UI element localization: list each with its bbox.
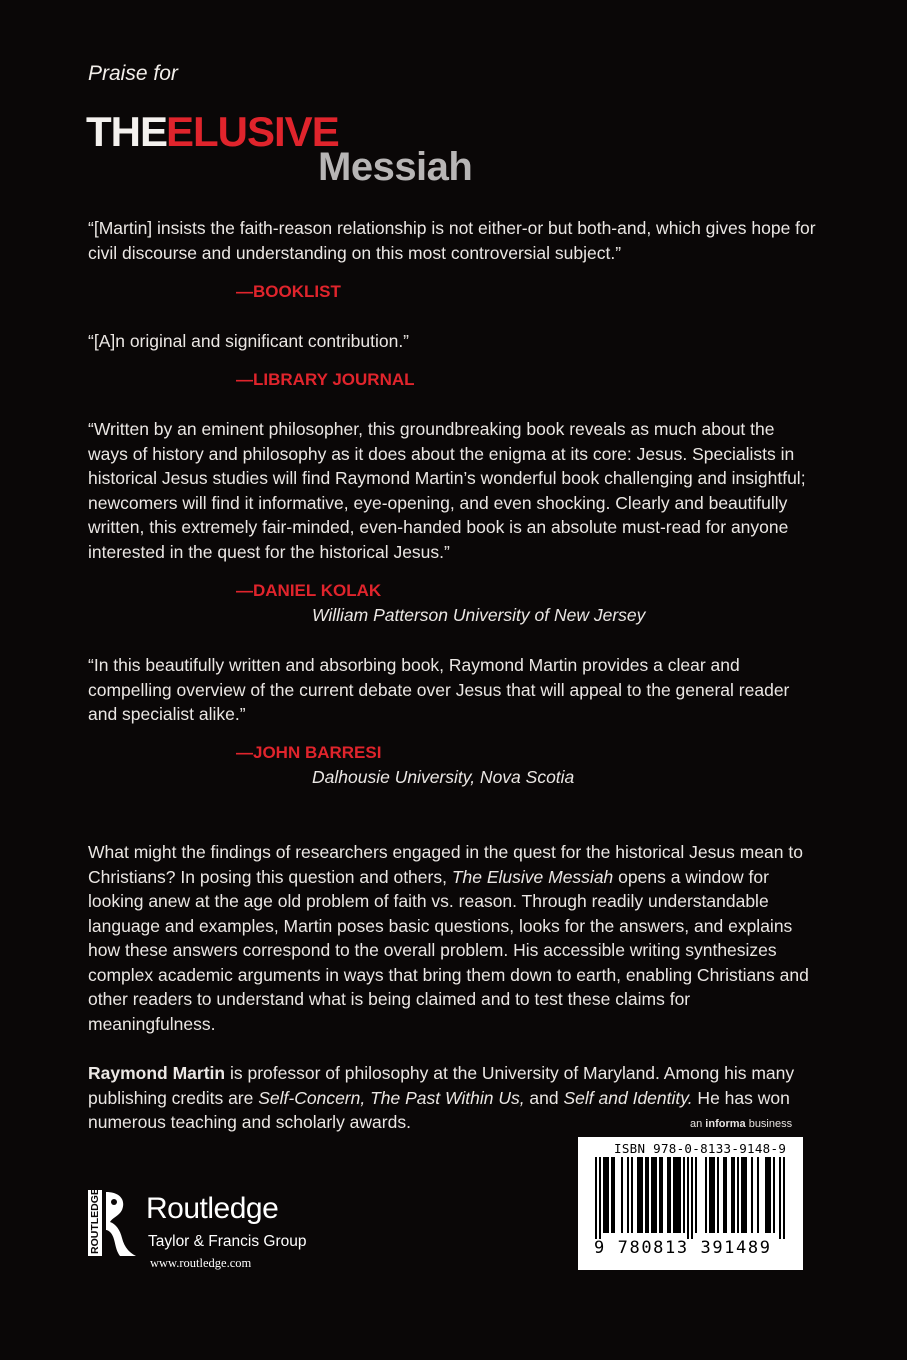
barcode-bar (711, 1157, 713, 1233)
barcode-bar (637, 1157, 639, 1233)
barcode-bar (779, 1157, 781, 1239)
author-name: Raymond Martin (88, 1063, 226, 1083)
barcode-bar (683, 1157, 685, 1233)
barcode-bar (691, 1157, 693, 1239)
publisher-group: Taylor & Francis Group (148, 1233, 307, 1250)
barcode-bar (639, 1157, 641, 1233)
ean-digits: 9 780813 391489 (594, 1238, 772, 1258)
barcode-bar (613, 1157, 615, 1233)
praise-label: Praise for (88, 62, 178, 85)
barcode-bar (669, 1157, 671, 1233)
logo-vertical-text: ROUTLEDGE (89, 1188, 101, 1254)
barcode-bar (677, 1157, 679, 1233)
barcode-bar (751, 1157, 753, 1233)
barcode-bar (605, 1157, 607, 1233)
book-title-the: THE (86, 108, 167, 155)
barcode-bar (607, 1157, 609, 1233)
barcode-bar (595, 1157, 597, 1239)
barcode-bar (599, 1157, 601, 1239)
description-part1: What might the findings of researchers engaged in the quest for the historical Jesus mean to Christians? In posing this question and others, (88, 842, 803, 887)
barcode-bar (641, 1157, 643, 1233)
review-quote-library-journal: “[A]n original and significant contribution.” (88, 331, 410, 351)
barcode-bar (661, 1157, 663, 1233)
barcode-bar (731, 1157, 733, 1233)
barcode-bar (631, 1157, 633, 1233)
barcode-bar (773, 1157, 775, 1233)
author-credit-last: Self and Identity. (563, 1087, 693, 1108)
barcode-bar (717, 1157, 719, 1233)
barcode-bar (709, 1157, 711, 1233)
barcode-bar (645, 1157, 647, 1233)
author-credits: Self-Concern, The Past Within Us, (258, 1087, 525, 1108)
routledge-logo-icon (86, 1188, 138, 1258)
author-bio-part1: is professor of philosophy at the University of Maryland. Among his many publishing credits are (88, 1063, 795, 1108)
barcode-bar (647, 1157, 649, 1233)
review-affiliation-barresi: Dalhousie University, Nova Scotia (312, 767, 575, 787)
informa-business-label: an informa business (690, 1118, 793, 1130)
isbn-label: ISBN 978-0-8133-9148-9 (614, 1141, 787, 1156)
publisher-url[interactable]: www.routledge.com (150, 1256, 252, 1270)
barcode-bar (695, 1157, 697, 1233)
review-affiliation-kolak: William Patterson University of New Jersey (312, 605, 646, 625)
barcode-bar (611, 1157, 613, 1233)
review-source-booklist: —BOOKLIST (236, 282, 341, 301)
informa-brand: informa (705, 1118, 746, 1130)
book-title-elusive: ELUSIVE (166, 108, 339, 155)
barcode-bar (745, 1157, 747, 1233)
barcode-bar (621, 1157, 623, 1233)
barcode-bar (659, 1157, 661, 1233)
book-title-messiah: Messiah (318, 145, 473, 189)
barcode-bar (737, 1157, 739, 1233)
review-quote-barresi: “In this beautifully written and absorbing book, Raymond Martin provides a clear and compelling overview of the current debate over Jesus that will appeal to the general reader and specialist alike.” (88, 655, 790, 724)
barcode-bar (667, 1157, 669, 1233)
barcode-bars (591, 1157, 791, 1239)
review-source-library-journal: —LIBRARY JOURNAL (236, 370, 415, 389)
review-quote-booklist: “[Martin] insists the faith-reason relationship is not either-or but both-and, which gives hope for civil discourse and understanding on this most controversial subject.” (88, 218, 816, 263)
isbn-barcode (578, 1137, 803, 1270)
barcode-bar (679, 1157, 681, 1233)
barcode-bar (627, 1157, 629, 1233)
barcode-bar (733, 1157, 735, 1233)
review-source-barresi: —JOHN BARRESI (236, 743, 382, 762)
barcode-bar (783, 1157, 785, 1239)
book-description (88, 840, 816, 1036)
barcode-bar (675, 1157, 677, 1233)
barcode-bar (767, 1157, 769, 1233)
author-bio-part3: He has won numerous teaching and scholarly awards. (88, 1087, 790, 1132)
review-source-kolak: —DANIEL KOLAK (236, 581, 382, 600)
barcode-bar (603, 1157, 605, 1233)
barcode-bar (725, 1157, 727, 1233)
description-book-title: The Elusive Messiah (451, 866, 614, 887)
publisher-name: Routledge (146, 1192, 279, 1225)
barcode-bar (651, 1157, 653, 1233)
barcode-bar (741, 1157, 743, 1233)
barcode-bar (743, 1157, 745, 1233)
barcode-bar (765, 1157, 767, 1233)
barcode-bar (705, 1157, 707, 1233)
barcode-bar (757, 1157, 759, 1233)
barcode-bar (655, 1157, 657, 1233)
barcode-bar (673, 1157, 675, 1233)
barcode-bar (653, 1157, 655, 1233)
barcode-bar (713, 1157, 715, 1233)
barcode-bar (769, 1157, 771, 1233)
review-quote-kolak: “Written by an eminent philosopher, this groundbreaking book reveals as much about the ways of history and philosophy as it does about the enigma at its core: Jesus. Specialists in historical Jesus studies will find Raymond Martin’s wonderful book challenging and insightful; newcomers will find it informative, eye-opening, and even shocking. Clearly and beautifully written, this extremely fair-minded, even-handed book is an absolute must-read for anyone interested in the quest for the historical Jesus.” (88, 419, 806, 562)
barcode-bar (687, 1157, 689, 1239)
barcode-bar (723, 1157, 725, 1233)
description-part2: opens a window for looking anew at the age old problem of faith vs. reason. Through readily understandable language and examples, Martin poses basic questions, looks for the answers, and explains how these answers correspond to the overall problem. His accessible writing synthesizes complex academic arguments in ways that bring them down to earth, enabling Christians and other readers to understand what is being claimed and to test these claims for meaningfulness. (88, 866, 809, 1034)
author-bio-part2: and (524, 1087, 564, 1108)
